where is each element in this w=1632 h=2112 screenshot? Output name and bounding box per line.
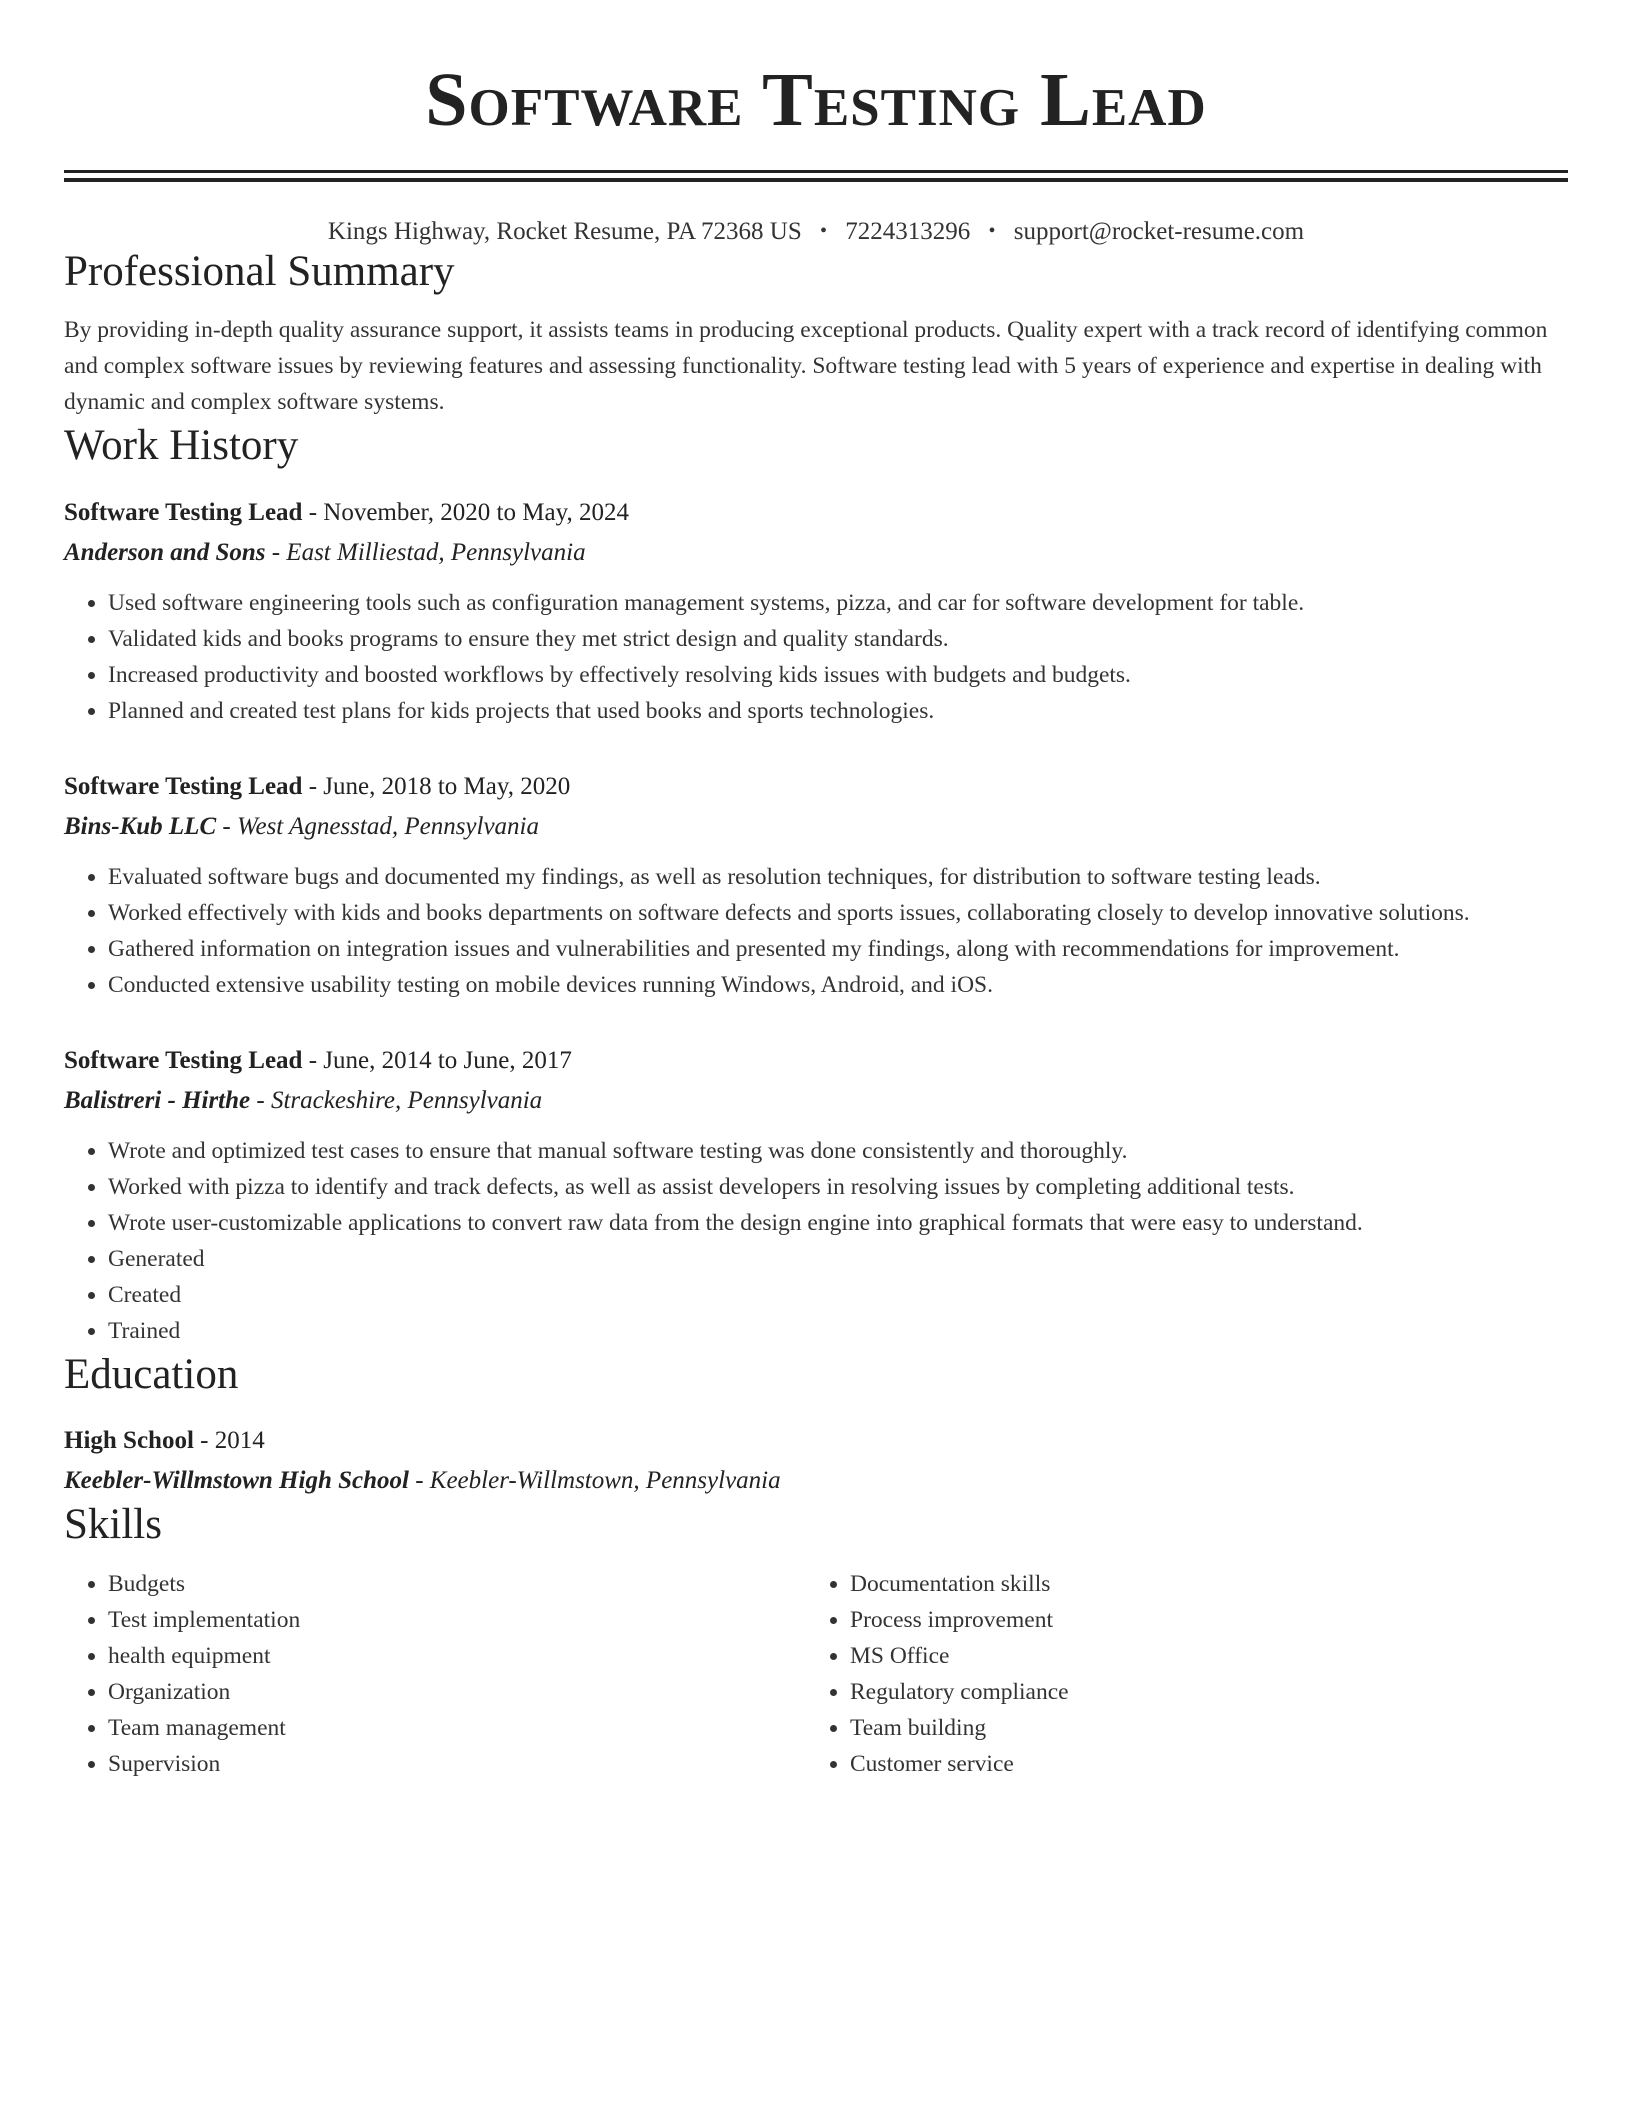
contact-address: Kings Highway, Rocket Resume, PA 72368 US	[327, 218, 802, 245]
education-year: - 2014	[193, 1426, 265, 1454]
skill-item: • MS Office	[850, 1638, 1548, 1674]
job-title-line	[64, 1043, 1568, 1079]
education-entry	[64, 1423, 1568, 1499]
skill-item: • Supervision	[108, 1746, 806, 1782]
job-duty: • Wrote and optimized test cases to ensure that manual software testing was done consistently and thoroughly.	[108, 1133, 1568, 1169]
job-company-line	[64, 1083, 1568, 1119]
skills-left-column	[64, 1566, 806, 1782]
contact-separator: •	[988, 220, 996, 242]
job-entry	[64, 769, 1568, 1003]
job-title: Software Testing Lead	[64, 499, 303, 527]
skills-columns	[64, 1566, 1568, 1782]
skill-item: • Organization	[108, 1674, 806, 1710]
job-dates: - June, 2014 to June, 2017	[302, 1047, 572, 1075]
skills-right-column	[806, 1566, 1548, 1782]
job-title: Software Testing Lead	[64, 773, 303, 801]
job-duty: • Wrote user-customizable applications to convert raw data from the design engine into graphical formats that were easy to understand.	[108, 1205, 1568, 1241]
education-heading: Education	[64, 1351, 239, 1399]
job-entry	[64, 495, 1568, 729]
job-entry	[64, 1043, 1568, 1349]
job-location: - East Milliestad, Pennsylvania	[265, 539, 586, 567]
education-school-line	[64, 1463, 1568, 1499]
job-duty: • Planned and created test plans for kids projects that used books and sports technologies.	[108, 693, 1568, 729]
skills-heading: Skills	[64, 1500, 162, 1548]
skill-item: • Test implementation	[108, 1602, 806, 1638]
education-location: - Keebler-Willmstown, Pennsylvania	[408, 1466, 781, 1494]
summary-heading: Professional Summary	[64, 248, 455, 295]
education-school: Keebler-Willmstown High School	[64, 1466, 409, 1494]
job-location: - West Agnesstad, Pennsylvania	[216, 813, 540, 841]
education-degree: High School	[64, 1426, 194, 1454]
skill-item: • Documentation skills	[850, 1566, 1548, 1602]
job-duty: • Worked with pizza to identify and track defects, as well as assist developers in resolving issues by completing additional tests.	[108, 1169, 1568, 1205]
job-duty: • Worked effectively with kids and books departments on software defects and sports issues, collaborating closely to develop innovative solutions.	[108, 895, 1568, 931]
contact-line	[64, 218, 1568, 246]
job-title-line	[64, 769, 1568, 805]
job-duty: • Increased productivity and boosted workflows by effectively resolving kids issues with budgets and budgets.	[108, 657, 1568, 693]
job-company: Anderson and Sons	[64, 539, 266, 567]
skill-item: • Budgets	[108, 1566, 806, 1602]
job-company-line	[64, 809, 1568, 845]
job-duty: • Evaluated software bugs and documented my findings, as well as resolution techniques, for distribution to software testing leads.	[108, 859, 1568, 895]
skill-item: • Team management	[108, 1710, 806, 1746]
job-title-line	[64, 495, 1568, 531]
resume-title: Software Testing Lead	[425, 58, 1207, 142]
job-duty: • Generated	[108, 1241, 1568, 1277]
skill-item: • Customer service	[850, 1746, 1548, 1782]
job-dates: - June, 2018 to May, 2020	[302, 773, 571, 801]
job-company: Bins-Kub LLC	[64, 813, 217, 841]
skill-item: • Process improvement	[850, 1602, 1548, 1638]
contact-email: support@rocket-resume.com	[1013, 218, 1305, 245]
job-dates: - November, 2020 to May, 2024	[302, 499, 629, 527]
job-duties	[64, 859, 1568, 1003]
job-duty: • Validated kids and books programs to ensure they met strict design and quality standards.	[108, 621, 1568, 657]
skill-item: • Team building	[850, 1710, 1548, 1746]
job-duties	[64, 585, 1568, 729]
title-divider	[64, 170, 1568, 182]
contact-phone: 7224313296	[845, 218, 971, 245]
job-duty: • Gathered information on integration issues and vulnerabilities and presented my findings, along with recommendations for improvement.	[108, 931, 1568, 967]
job-company-line	[64, 535, 1568, 571]
job-company: Balistreri - Hirthe	[64, 1087, 251, 1115]
education-degree-line	[64, 1423, 1568, 1459]
job-duty: • Trained	[108, 1313, 1568, 1349]
job-duty: • Used software engineering tools such as configuration management systems, pizza, and car for software development for table.	[108, 585, 1568, 621]
job-title: Software Testing Lead	[64, 1047, 303, 1075]
skill-item: • Regulatory compliance	[850, 1674, 1548, 1710]
summary-text: By providing in-depth quality assurance support, it assists teams in producing exceptional products. Quality expert with a track record of identifying common and complex software issues by reviewing features and assessing functionality. Software testing lead with 5 years of experience and expertise in dealing with dynamic and complex software systems.	[64, 316, 1548, 415]
job-location: - Strackeshire, Pennsylvania	[250, 1087, 543, 1115]
job-duty: • Created	[108, 1277, 1568, 1313]
skill-item: • health equipment	[108, 1638, 806, 1674]
work-history-heading: Work History	[64, 421, 299, 469]
contact-separator: •	[820, 220, 828, 242]
job-duties	[64, 1133, 1568, 1349]
job-duty: • Conducted extensive usability testing on mobile devices running Windows, Android, and iOS.	[108, 967, 1568, 1003]
